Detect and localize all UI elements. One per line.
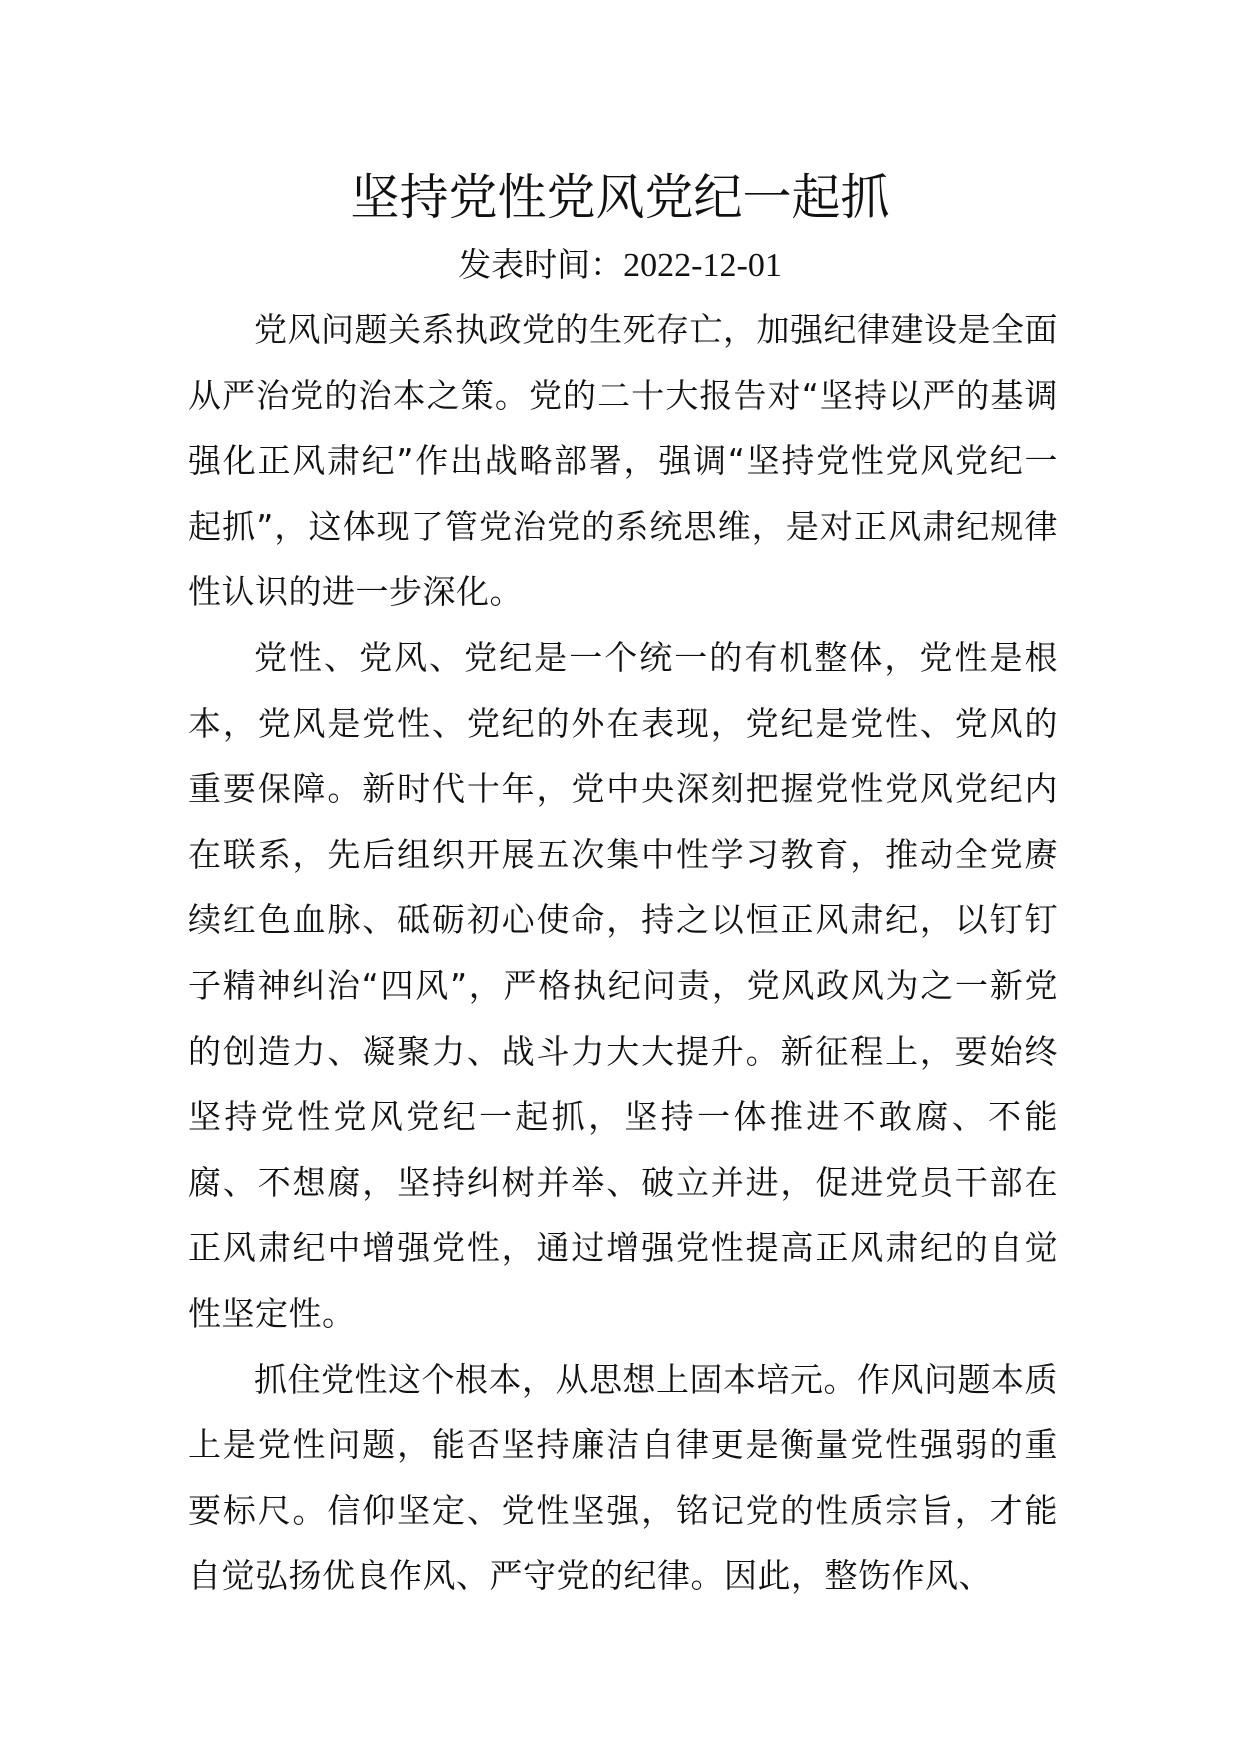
article-body: [188, 297, 1058, 1609]
paragraph-3: 抓住党性这个根本，从思想上固本培元。作风问题本质上是党性问题，能否坚持廉洁自律更是衡量党性强弱的重要标尺。信仰坚定、党性坚强，铭记党的性质宗旨，才能自觉弘扬优良作风、严守党的纪律。因此，整饬作风、: [188, 1359, 1058, 1596]
publish-date-label: 发表时间：: [458, 245, 624, 284]
paragraph-2: 党性、党风、党纪是一个统一的有机整体，党性是根本，党风是党性、党纪的外在表现，党纪是党性、党风的重要保障。新时代十年，党中央深刻把握党性党风党纪内在联系，先后组织开展五次集中性学习教育，推动全党赓续红色血脉、砥砺初心使命，持之以恒正风肃纪，以钉钉子精神纠治“四风”，严格执纪问责，党风政风为之一新党的创造力、凝聚力、战斗力大大提升。新征程上，要始终坚持党性党风党纪一起抓，坚持一体推进不敢腐、不能腐、不想腐，坚持纠树并举、破立并进，促进党员干部在正风肃纪中增强党性，通过增强党性提高正风肃纪的自觉性坚定性。: [188, 637, 1058, 1333]
paragraph-1: 党风问题关系执政党的生死存亡，加强纪律建设是全面从严治党的治本之策。党的二十大报告对“坚持以严的基调强化正风肃纪”作出战略部署，强调“坚持党性党风党纪一起抓”，这体现了管党治党的系统思维，是对正风肃纪规律性认识的进一步深化。: [188, 310, 1058, 612]
document-title: 坚持党性党风党纪一起抓: [350, 169, 890, 226]
publish-date: [0, 243, 1240, 288]
publish-date-value: 2022-12-01: [623, 247, 782, 284]
